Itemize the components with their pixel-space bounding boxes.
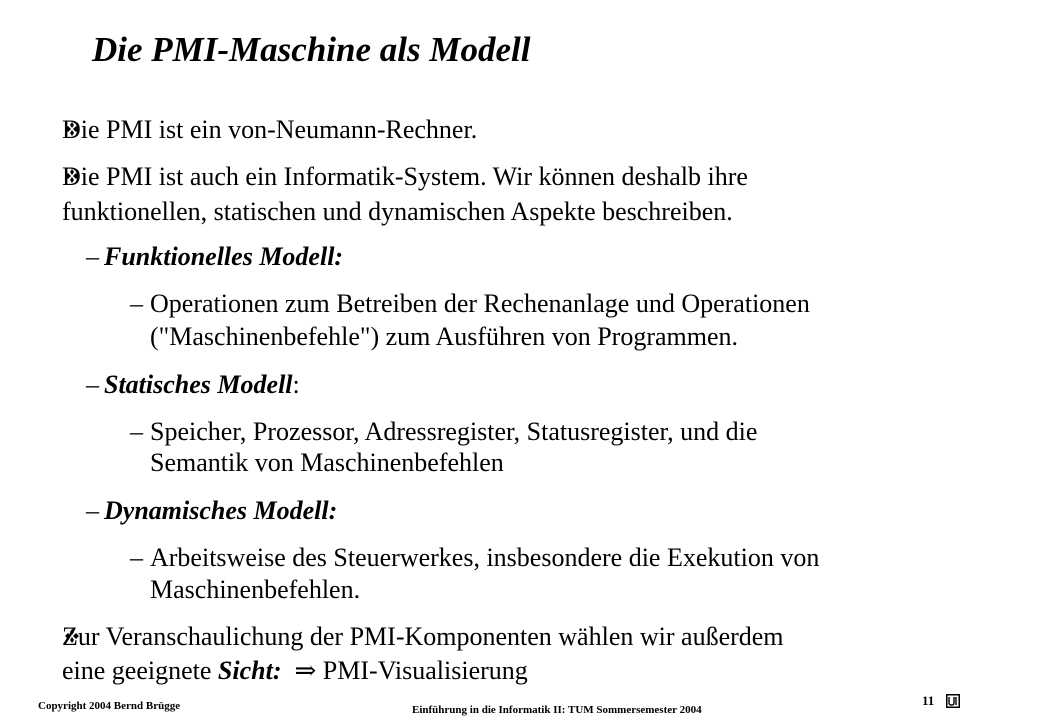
dash-marker: – bbox=[130, 543, 143, 572]
footer-course: Einführung in die Informatik II: TUM Sommersemester 2004 bbox=[412, 704, 702, 716]
dynamic-model-line1: Arbeitsweise des Steuerwerkes, insbesondere die Exekution von bbox=[150, 543, 820, 572]
slide-title: Die PMI-Maschine als Modell bbox=[92, 30, 531, 69]
dash-marker: – bbox=[130, 289, 143, 318]
dash-marker: – bbox=[86, 496, 99, 525]
bullet-von-neumann: Die PMI ist ein von-Neumann-Rechner. bbox=[62, 115, 478, 144]
page-number: 11 bbox=[922, 693, 935, 708]
dash-marker: – bbox=[86, 370, 99, 399]
footer-copyright: Copyright 2004 Bernd Brügge bbox=[38, 700, 181, 712]
implies-arrow-icon: ⇒ bbox=[294, 656, 317, 685]
dash-marker: – bbox=[86, 242, 99, 271]
visualisierung-post: PMI-Visualisierung bbox=[322, 656, 528, 685]
tum-logo-icon bbox=[946, 694, 960, 708]
dynamic-model-line2: Maschinenbefehlen. bbox=[150, 575, 361, 604]
sicht-label: Sicht: bbox=[217, 656, 282, 685]
dynamic-model-label: Dynamisches Modell: bbox=[104, 496, 338, 525]
static-model-colon: : bbox=[292, 370, 300, 399]
functional-model-line1: Operationen zum Betreiben der Rechenanlage und Operationen bbox=[150, 289, 810, 318]
functional-model-line2: ("Maschinenbefehle") zum Ausführen von Programmen. bbox=[150, 322, 739, 351]
static-model-heading bbox=[104, 370, 300, 400]
bullet-visualisierung-line2 bbox=[62, 656, 528, 686]
dash-marker: – bbox=[130, 417, 143, 446]
static-model-line1: Speicher, Prozessor, Adressregister, Statusregister, und die bbox=[150, 417, 758, 446]
visualisierung-pre: eine geeignete bbox=[62, 656, 218, 685]
bullet-visualisierung-line1: Zur Veranschaulichung der PMI-Komponenten wählen wir außerdem bbox=[62, 622, 784, 651]
bullet-informatik-system-line1: Die PMI ist auch ein Informatik-System. Wir können deshalb ihre bbox=[62, 162, 748, 191]
functional-model-label: Funktionelles Modell: bbox=[104, 242, 344, 271]
bullet-informatik-system-line2: funktionellen, statischen und dynamischen Aspekte beschreiben. bbox=[62, 197, 733, 226]
static-model-label: Statisches Modell bbox=[104, 370, 293, 399]
static-model-line2: Semantik von Maschinenbefehlen bbox=[150, 448, 504, 477]
